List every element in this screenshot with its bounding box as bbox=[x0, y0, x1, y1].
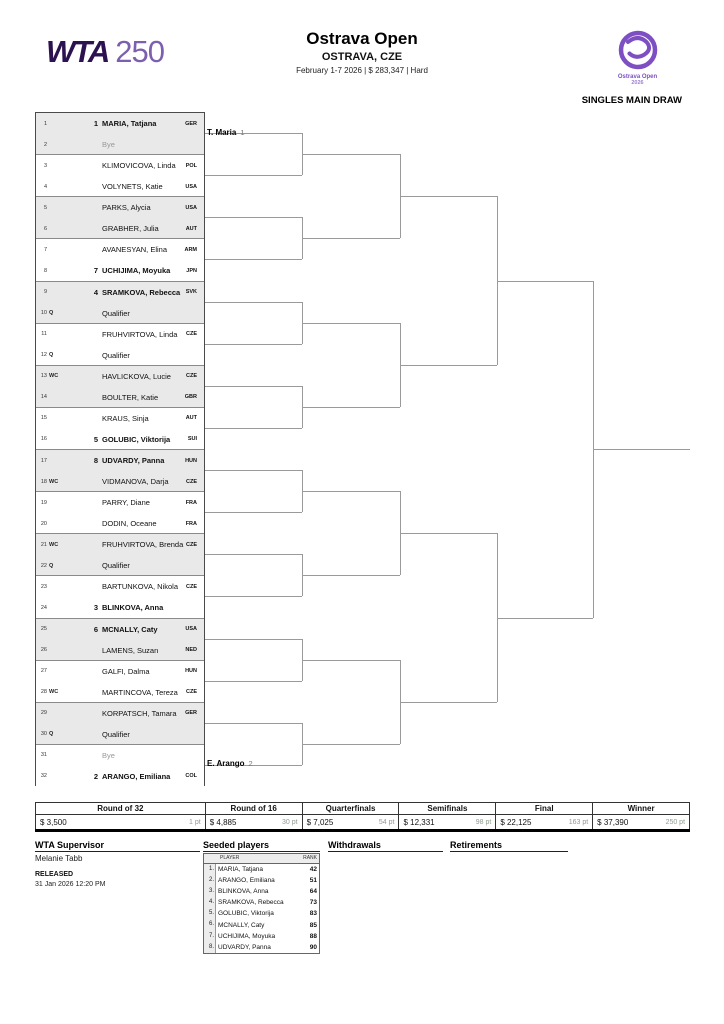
country-code: CZE bbox=[186, 689, 197, 696]
round-label: Final bbox=[496, 803, 592, 815]
round-ranking-points: 54 pt bbox=[378, 818, 395, 826]
sf-line-4 bbox=[400, 702, 497, 703]
tournament-header bbox=[212, 29, 512, 75]
draw-position-number: 20 bbox=[40, 520, 47, 527]
draw-position-number: 25 bbox=[40, 626, 47, 633]
draw-position-number: 6 bbox=[43, 225, 47, 232]
player-name: PARKS, Alycia bbox=[102, 203, 151, 213]
draw-match-pair-4 bbox=[36, 239, 204, 281]
r16-line-8 bbox=[205, 428, 302, 429]
seeded-row-number: 6. bbox=[204, 919, 216, 930]
seed-number: 2 bbox=[93, 771, 98, 781]
country-code: ARM bbox=[184, 246, 197, 253]
draw-row-6 bbox=[36, 218, 204, 239]
tournament-title: Ostrava Open bbox=[306, 29, 418, 48]
seeded-row-number: 2. bbox=[204, 875, 216, 886]
qf-line-2 bbox=[302, 238, 400, 239]
round-of-32-entry-box bbox=[35, 112, 205, 786]
player-name: Bye bbox=[102, 140, 115, 150]
draw-position-number: 30 bbox=[40, 731, 47, 738]
qf-line-8 bbox=[302, 744, 400, 745]
draw-position-number: 17 bbox=[40, 457, 47, 464]
player-name: Qualifier bbox=[102, 561, 130, 571]
seeded-players-heading: Seeded players bbox=[203, 840, 270, 850]
country-code: POL bbox=[185, 162, 197, 169]
draw-position-number: 19 bbox=[40, 499, 47, 506]
seeded-player-rank: 64 bbox=[309, 888, 317, 896]
player-name: VOLYNETS, Katie bbox=[102, 182, 163, 192]
country-code: HUN bbox=[185, 457, 197, 464]
seed-number: 4 bbox=[93, 287, 98, 297]
draw-match-pair-6 bbox=[36, 324, 204, 366]
draw-row-25 bbox=[36, 619, 204, 640]
country-code: CZE bbox=[186, 583, 197, 590]
player-name: MARIA, Tatjana bbox=[102, 119, 157, 129]
entry-type-label: WC bbox=[49, 689, 59, 696]
seed-number: 8 bbox=[93, 456, 98, 466]
player-name: UCHIJIMA, Moyuka bbox=[102, 266, 171, 276]
country-code: GER bbox=[185, 710, 197, 717]
draw-match-pair-13 bbox=[36, 619, 204, 661]
seeded-row-number: 7. bbox=[204, 931, 216, 942]
event-logo-name: Ostrava Open bbox=[617, 74, 658, 80]
country-code: GER bbox=[185, 120, 197, 127]
draw-position-number: 16 bbox=[40, 436, 47, 443]
seeded-player-row-6 bbox=[204, 919, 319, 930]
seeded-row-number: 1. bbox=[204, 864, 216, 875]
round-column-2 bbox=[205, 803, 302, 829]
player-name: PARRY, Diane bbox=[102, 498, 150, 508]
advanced-player-name: T. Maria bbox=[207, 127, 237, 137]
draw-position-number: 2 bbox=[43, 141, 47, 148]
player-name: UDVARDY, Panna bbox=[102, 456, 165, 466]
seeded-player-rank: 51 bbox=[309, 877, 317, 885]
seeded-row-number: 4. bbox=[204, 897, 216, 908]
player-name: Bye bbox=[102, 750, 115, 760]
draw-row-18 bbox=[36, 471, 204, 492]
draw-position-number: 13 bbox=[40, 373, 47, 380]
qf-line-1 bbox=[302, 154, 400, 155]
player-name: GOLUBIC, Viktorija bbox=[102, 434, 171, 444]
rounds-prize-table bbox=[35, 802, 690, 830]
draw-row-14 bbox=[36, 387, 204, 408]
released-label: RELEASED bbox=[35, 871, 74, 878]
seed-number: 3 bbox=[93, 603, 98, 613]
draw-position-number: 26 bbox=[40, 647, 47, 654]
round-values bbox=[399, 815, 495, 829]
draw-position-number: 14 bbox=[40, 394, 47, 401]
draw-row-32 bbox=[36, 766, 204, 787]
draw-position-number: 9 bbox=[43, 289, 47, 296]
seeded-player-row-1 bbox=[204, 864, 319, 875]
seeded-player-row-2 bbox=[204, 875, 319, 886]
seeded-players-table bbox=[203, 853, 320, 954]
seeded-players-rule bbox=[203, 851, 320, 852]
round-values bbox=[36, 815, 205, 829]
seeded-table-header bbox=[204, 854, 319, 864]
wta-logo-text: WTA bbox=[46, 34, 109, 69]
seeded-player-name: GOLUBIC, Viktorija bbox=[218, 910, 274, 918]
draw-row-24 bbox=[36, 597, 204, 618]
draw-position-number: 27 bbox=[40, 668, 47, 675]
draw-match-pair-11 bbox=[36, 534, 204, 576]
player-name: GALFI, Dalma bbox=[102, 666, 150, 676]
draw-row-8 bbox=[36, 260, 204, 281]
draw-row-21 bbox=[36, 534, 204, 555]
advanced-player-label-1 bbox=[207, 122, 245, 140]
draw-position-number: 8 bbox=[43, 267, 47, 274]
draw-row-1 bbox=[36, 113, 204, 134]
seeded-player-rank: 83 bbox=[309, 910, 317, 918]
country-code: CZE bbox=[186, 541, 197, 548]
retirements-rule bbox=[450, 851, 568, 852]
supervisor-heading: WTA Supervisor bbox=[35, 840, 105, 850]
draw-position-number: 31 bbox=[40, 752, 47, 759]
country-code: HUN bbox=[185, 668, 197, 675]
draw-position-number: 3 bbox=[43, 162, 47, 169]
round-values bbox=[593, 815, 689, 829]
advanced-player-seed: 2 bbox=[248, 759, 253, 769]
supervisor-rule bbox=[35, 851, 200, 852]
draw-row-16 bbox=[36, 429, 204, 450]
player-name: Qualifier bbox=[102, 729, 130, 739]
draw-row-2 bbox=[36, 134, 204, 155]
draw-row-27 bbox=[36, 661, 204, 682]
draw-row-12 bbox=[36, 345, 204, 366]
draw-position-number: 15 bbox=[40, 415, 47, 422]
r16-line-2 bbox=[205, 175, 302, 176]
seeded-player-rank: 85 bbox=[309, 921, 317, 929]
country-code: CZE bbox=[186, 478, 197, 485]
seeded-player-row-3 bbox=[204, 886, 319, 897]
player-name: KLIMOVICOVA, Linda bbox=[102, 161, 176, 171]
country-code: FRA bbox=[185, 520, 197, 527]
advanced-player-seed: 1 bbox=[240, 127, 245, 137]
player-name: KORPATSCH, Tamara bbox=[102, 708, 177, 718]
round-prize-money: $ 4,885 bbox=[209, 817, 237, 827]
country-code: SUI bbox=[187, 436, 197, 443]
country-code: CZE bbox=[186, 373, 197, 380]
seeded-player-name: MCNALLY, Caty bbox=[218, 921, 265, 929]
entry-type-label: WC bbox=[49, 478, 59, 485]
draw-match-pair-3 bbox=[36, 197, 204, 239]
seeded-row-number: 8. bbox=[204, 942, 216, 953]
draw-match-pair-2 bbox=[36, 155, 204, 197]
winner-line bbox=[593, 449, 690, 450]
draw-match-pair-5 bbox=[36, 282, 204, 324]
draw-row-22 bbox=[36, 555, 204, 576]
seeded-player-rank: 73 bbox=[309, 899, 317, 907]
draw-row-10 bbox=[36, 303, 204, 324]
sf-line-1 bbox=[400, 196, 497, 197]
seeded-player-name: SRAMKOVA, Rebecca bbox=[218, 899, 284, 907]
round-column-5 bbox=[495, 803, 592, 829]
round-prize-money: $ 37,390 bbox=[597, 817, 629, 827]
draw-match-pair-16 bbox=[36, 745, 204, 787]
r16-line-6 bbox=[205, 344, 302, 345]
draw-row-15 bbox=[36, 408, 204, 429]
round-values bbox=[496, 815, 592, 829]
round-values bbox=[206, 815, 302, 829]
withdrawals-heading: Withdrawals bbox=[328, 840, 381, 850]
sf-line-3 bbox=[400, 533, 497, 534]
round-ranking-points: 163 pt bbox=[568, 818, 589, 826]
released-datetime: 31 Jan 2026 12:20 PM bbox=[35, 881, 106, 888]
country-code: JPN bbox=[186, 267, 197, 274]
final-line-1 bbox=[497, 281, 593, 282]
country-code: SVK bbox=[185, 289, 197, 296]
qf-line-6 bbox=[302, 575, 400, 576]
draw-position-number: 10 bbox=[40, 310, 47, 317]
draw-match-pair-14 bbox=[36, 661, 204, 703]
draw-position-number: 24 bbox=[40, 604, 47, 611]
draw-position-number: 22 bbox=[40, 562, 47, 569]
seed-number: 7 bbox=[93, 266, 98, 276]
event-logo bbox=[600, 27, 675, 86]
round-prize-money: $ 12,331 bbox=[403, 817, 435, 827]
seeded-player-name: BLINKOVA, Anna bbox=[218, 888, 269, 896]
wta-250-logo bbox=[46, 34, 164, 70]
retirements-heading: Retirements bbox=[450, 840, 503, 850]
round-ranking-points: 1 pt bbox=[189, 818, 201, 826]
draw-position-number: 7 bbox=[43, 246, 47, 253]
draw-position-number: 23 bbox=[40, 583, 47, 590]
round-column-1 bbox=[36, 803, 205, 829]
draw-row-7 bbox=[36, 239, 204, 260]
round-ranking-points: 98 pt bbox=[475, 818, 492, 826]
round-label: Round of 32 bbox=[36, 803, 205, 815]
r16-line-3 bbox=[205, 217, 302, 218]
tournament-details: February 1-7 2026 | $ 283,347 | Hard bbox=[296, 66, 428, 75]
country-code: GBR bbox=[184, 394, 197, 401]
country-code: USA bbox=[185, 626, 197, 633]
player-name: BOULTER, Katie bbox=[102, 392, 159, 402]
withdrawals-rule bbox=[328, 851, 443, 852]
seeded-player-rank: 88 bbox=[309, 932, 317, 940]
round-column-6 bbox=[592, 803, 689, 829]
draw-row-28 bbox=[36, 682, 204, 703]
rounds-table-bottom-bar bbox=[35, 829, 690, 832]
wta-tier-text: 250 bbox=[115, 34, 165, 69]
player-name: LAMENS, Suzan bbox=[102, 645, 159, 655]
draw-position-number: 11 bbox=[41, 331, 47, 338]
draw-position-number: 21 bbox=[40, 541, 47, 548]
draw-position-number: 28 bbox=[40, 689, 47, 696]
country-code: CZE bbox=[186, 331, 197, 338]
seed-number: 1 bbox=[93, 119, 98, 129]
country-code: USA bbox=[185, 183, 197, 190]
draw-row-20 bbox=[36, 513, 204, 534]
country-code: AUT bbox=[185, 415, 197, 422]
seed-number: 5 bbox=[93, 434, 98, 444]
seeded-player-rank: 90 bbox=[309, 943, 317, 951]
final-line-2 bbox=[497, 618, 593, 619]
player-name: Qualifier bbox=[102, 350, 130, 360]
entry-type-label: WC bbox=[49, 541, 59, 548]
seeded-row-number: 5. bbox=[204, 908, 216, 919]
round-label: Winner bbox=[593, 803, 689, 815]
seeded-player-row-4 bbox=[204, 897, 319, 908]
draw-position-number: 29 bbox=[40, 710, 47, 717]
event-logo-year: 2026 bbox=[631, 80, 644, 86]
player-name: KRAUS, Sinja bbox=[102, 413, 149, 423]
seeded-player-name: ARANGO, Emiliana bbox=[218, 877, 275, 885]
draw-row-9 bbox=[36, 282, 204, 303]
seeded-player-row-5 bbox=[204, 908, 319, 919]
entry-type-label: Q bbox=[49, 731, 54, 738]
draw-position-number: 12 bbox=[40, 352, 47, 359]
player-name: GRABHER, Julia bbox=[102, 224, 159, 234]
round-ranking-points: 250 pt bbox=[665, 818, 686, 826]
seeded-col-player: PLAYER bbox=[220, 855, 240, 861]
player-name: Qualifier bbox=[102, 308, 130, 318]
draw-row-5 bbox=[36, 197, 204, 218]
qf-line-7 bbox=[302, 660, 400, 661]
round-label: Quarterfinals bbox=[303, 803, 399, 815]
draw-row-30 bbox=[36, 724, 204, 745]
seeded-player-name: MARIA, Tatjana bbox=[218, 866, 264, 874]
advanced-player-label-2 bbox=[207, 753, 253, 771]
draw-row-19 bbox=[36, 492, 204, 513]
player-name: BLINKOVA, Anna bbox=[102, 603, 164, 613]
advanced-player-name: E. Arango bbox=[207, 759, 245, 769]
qf-line-4 bbox=[302, 407, 400, 408]
round-prize-money: $ 7,025 bbox=[306, 817, 334, 827]
round-column-4 bbox=[398, 803, 495, 829]
draw-row-26 bbox=[36, 640, 204, 661]
draw-row-4 bbox=[36, 176, 204, 197]
draw-row-31 bbox=[36, 745, 204, 766]
r16-line-4 bbox=[205, 259, 302, 260]
country-code: COL bbox=[185, 773, 197, 780]
qf-line-3 bbox=[302, 323, 400, 324]
sf-line-2 bbox=[400, 365, 497, 366]
player-name: ARANGO, Emiliana bbox=[102, 771, 171, 781]
draw-row-17 bbox=[36, 450, 204, 471]
draw-match-pair-8 bbox=[36, 408, 204, 450]
seeded-row-number: 3. bbox=[204, 886, 216, 897]
round-prize-money: $ 22,125 bbox=[500, 817, 532, 827]
draw-row-23 bbox=[36, 576, 204, 597]
r16-line-5 bbox=[205, 302, 302, 303]
r16-line-14 bbox=[205, 681, 302, 682]
r16-line-13 bbox=[205, 639, 302, 640]
seed-number: 6 bbox=[93, 624, 98, 634]
player-name: VIDMANOVA, Darja bbox=[102, 477, 169, 487]
draw-row-3 bbox=[36, 155, 204, 176]
player-name: DODIN, Oceane bbox=[102, 519, 157, 529]
country-code: NED bbox=[185, 647, 197, 654]
r16-line-10 bbox=[205, 512, 302, 513]
round-label: Semifinals bbox=[399, 803, 495, 815]
player-name: FRUHVIRTOVA, Linda bbox=[102, 329, 178, 339]
seeded-player-name: UCHIJIMA, Moyuka bbox=[218, 932, 276, 940]
seeded-player-rank: 42 bbox=[309, 866, 317, 874]
entry-type-label: WC bbox=[49, 373, 59, 380]
draw-title: SINGLES MAIN DRAW bbox=[581, 95, 682, 106]
seeded-player-row-7 bbox=[204, 931, 319, 942]
r16-line-12 bbox=[205, 596, 302, 597]
player-name: MCNALLY, Caty bbox=[102, 624, 158, 634]
r16-line-15 bbox=[205, 723, 302, 724]
player-name: SRAMKOVA, Rebecca bbox=[102, 287, 181, 297]
qf-line-5 bbox=[302, 491, 400, 492]
round-values bbox=[303, 815, 399, 829]
draw-position-number: 18 bbox=[40, 478, 47, 485]
player-name: AVANESYAN, Elina bbox=[102, 245, 168, 255]
r16-line-9 bbox=[205, 470, 302, 471]
draw-match-pair-15 bbox=[36, 703, 204, 745]
country-code: USA bbox=[185, 204, 197, 211]
draw-row-13 bbox=[36, 366, 204, 387]
draw-match-pair-10 bbox=[36, 492, 204, 534]
entry-type-label: Q bbox=[49, 352, 54, 359]
r16-line-11 bbox=[205, 554, 302, 555]
round-column-3 bbox=[302, 803, 399, 829]
draw-row-11 bbox=[36, 324, 204, 345]
draw-match-pair-12 bbox=[36, 576, 204, 618]
draw-position-number: 32 bbox=[40, 773, 47, 780]
player-name: BARTUNKOVA, Nikola bbox=[102, 582, 178, 592]
draw-match-pair-7 bbox=[36, 366, 204, 408]
draw-position-number: 1 bbox=[43, 120, 47, 127]
draw-match-pair-1 bbox=[36, 113, 204, 155]
round-label: Round of 16 bbox=[206, 803, 302, 815]
player-name: MARTINCOVA, Tereza bbox=[102, 687, 178, 697]
event-logo-swirl-icon bbox=[615, 27, 661, 73]
round-ranking-points: 30 pt bbox=[282, 818, 298, 826]
draw-position-number: 4 bbox=[43, 183, 47, 190]
draw-match-pair-9 bbox=[36, 450, 204, 492]
player-name: HAVLICKOVA, Lucie bbox=[102, 371, 171, 381]
supervisor-name: Melanie Tabb bbox=[35, 854, 83, 863]
entry-type-label: Q bbox=[49, 310, 54, 317]
player-name: FRUHVIRTOVA, Brenda bbox=[102, 540, 184, 550]
draw-position-number: 5 bbox=[43, 204, 47, 211]
round-prize-money: $ 3,500 bbox=[40, 817, 67, 827]
country-code: FRA bbox=[185, 499, 197, 506]
r16-line-7 bbox=[205, 386, 302, 387]
country-code: AUT bbox=[185, 225, 197, 232]
seeded-player-name: UDVARDY, Panna bbox=[218, 943, 271, 951]
entry-type-label: Q bbox=[49, 562, 54, 569]
seeded-col-rank: RANK bbox=[303, 855, 317, 861]
draw-row-29 bbox=[36, 703, 204, 724]
tournament-location: OSTRAVA, CZE bbox=[321, 51, 403, 63]
seeded-player-row-8 bbox=[204, 942, 319, 953]
